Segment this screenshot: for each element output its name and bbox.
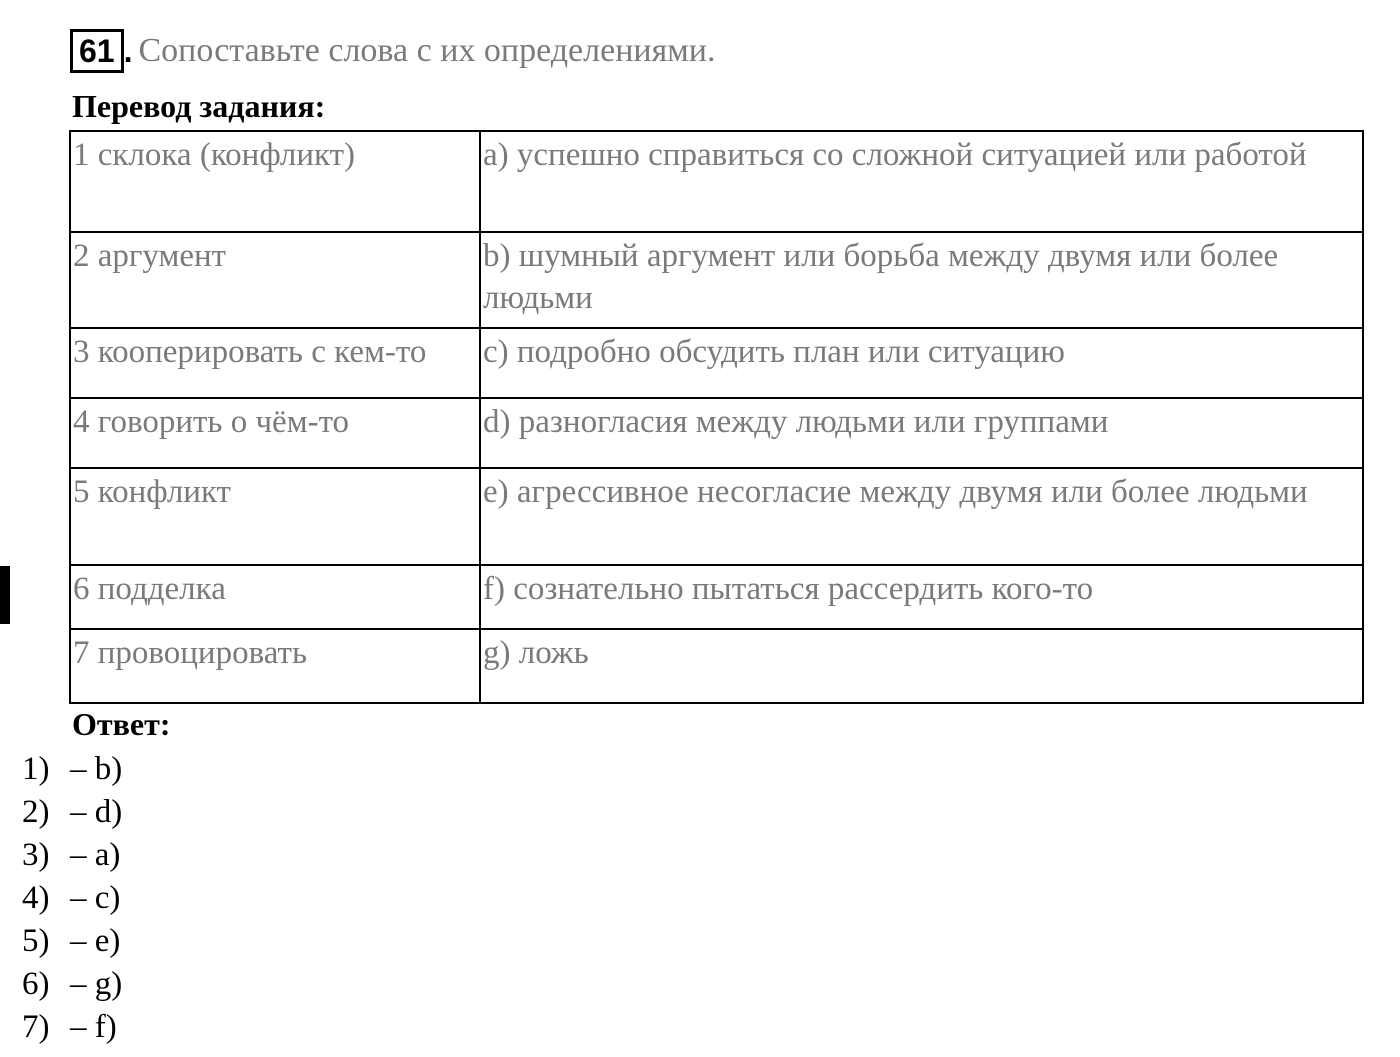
definition-cell: e) агрессивное несогласие между двумя или более людьми bbox=[480, 468, 1363, 565]
list-item bbox=[22, 1006, 122, 1049]
word-cell: 5 конфликт bbox=[70, 468, 480, 565]
answer-value: – d) bbox=[70, 794, 123, 830]
task-header bbox=[70, 28, 715, 74]
answer-number: 6) bbox=[22, 966, 50, 1002]
word-cell: 2 аргумент bbox=[70, 232, 480, 328]
table-row bbox=[70, 131, 1363, 232]
answer-label: Ответ: bbox=[72, 706, 171, 742]
word-cell: 6 подделка bbox=[70, 565, 480, 629]
list-item bbox=[22, 877, 122, 920]
word-cell: 4 говорить о чём-то bbox=[70, 398, 480, 468]
answer-value: – e) bbox=[70, 923, 121, 959]
answer-number: 7) bbox=[22, 1009, 50, 1045]
list-item bbox=[22, 920, 122, 963]
definition-cell: d) разногласия между людьми или группами bbox=[480, 398, 1363, 468]
answer-value: – a) bbox=[70, 837, 121, 873]
task-number-dot: . bbox=[123, 32, 133, 69]
answer-value: – g) bbox=[70, 966, 123, 1002]
table-row bbox=[70, 398, 1363, 468]
list-item bbox=[22, 748, 122, 791]
translation-label: Перевод задания: bbox=[72, 88, 326, 124]
definition-cell: a) успешно справиться со сложной ситуацией или работой bbox=[480, 131, 1363, 232]
answer-number: 1) bbox=[22, 751, 50, 787]
answer-number: 4) bbox=[22, 880, 50, 916]
task-number: 61 bbox=[70, 29, 124, 73]
answer-number: 5) bbox=[22, 923, 50, 959]
answer-value: – c) bbox=[70, 880, 121, 916]
answer-value: – f) bbox=[70, 1009, 117, 1045]
table-row bbox=[70, 328, 1363, 398]
answer-number: 3) bbox=[22, 837, 50, 873]
answer-list bbox=[22, 748, 122, 1049]
table-row bbox=[70, 565, 1363, 629]
word-cell: 1 склока (конфликт) bbox=[70, 131, 480, 232]
definition-cell: g) ложь bbox=[480, 629, 1363, 703]
word-cell: 3 кооперировать с кем-то bbox=[70, 328, 480, 398]
list-item bbox=[22, 834, 122, 877]
definition-cell: f) сознательно пытаться рассердить кого-то bbox=[480, 565, 1363, 629]
list-item bbox=[22, 791, 122, 834]
table-row bbox=[70, 232, 1363, 328]
table-row bbox=[70, 468, 1363, 565]
task-instruction: Сопоставьте слова с их определениями. bbox=[138, 32, 716, 69]
table-row bbox=[70, 629, 1363, 703]
definition-cell: c) подробно обсудить план или ситуацию bbox=[480, 328, 1363, 398]
list-item bbox=[22, 963, 122, 1006]
definition-cell: b) шумный аргумент или борьба между двумя или более людьми bbox=[480, 232, 1363, 328]
word-cell: 7 провоцировать bbox=[70, 629, 480, 703]
answer-number: 2) bbox=[22, 794, 50, 830]
page-edge-marker bbox=[0, 566, 10, 624]
answer-value: – b) bbox=[70, 751, 123, 787]
matching-table bbox=[69, 130, 1364, 704]
